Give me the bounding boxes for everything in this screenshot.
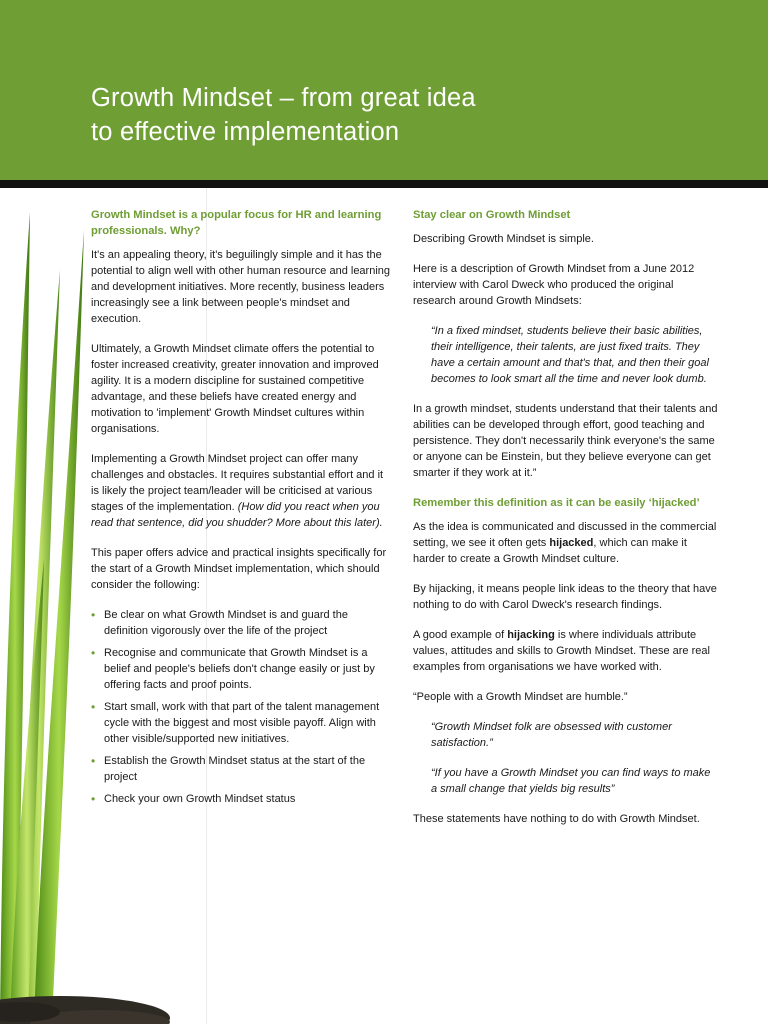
left-paragraph-3-text: Implementing a Growth Mindset project can offer many challenges and obstacles. It requires substantial effort and it is likely the project team/leader will be criticised at various stages of the implementation. xyxy=(91,453,384,513)
example-quote-2: “If you have a Growth Mindset you can find ways to make a small change that yields big results” xyxy=(431,767,711,795)
right-paragraph-6 xyxy=(413,627,718,675)
right-column xyxy=(413,207,718,841)
header-divider-bar xyxy=(0,180,768,188)
list-item: • Recognise and communicate that Growth Mindset is a belief and people's beliefs don't change easily or just by offering facts and proof points. xyxy=(91,645,393,693)
list-item: • Be clear on what Growth Mindset is and guard the definition vigorously over the life of the project xyxy=(91,607,393,639)
right-paragraph-2: Here is a description of Growth Mindset from a June 2012 interview with Carol Dweck who produced the original research around Growth Mindsets: xyxy=(413,263,695,307)
list-item: • Check your own Growth Mindset status xyxy=(91,791,393,807)
right-paragraph-3: In a growth mindset, students understand that their talents and abilities can be developed through effort, good teaching and persistence. They don't necessarily think everyone's the same or anyone can be Einstein, but they believe everyone can get smarter if they work at it.” xyxy=(413,403,718,479)
left-heading: Growth Mindset is a popular focus for HR and learning professionals. Why? xyxy=(91,209,382,237)
right-paragraph-1: Describing Growth Mindset is simple. xyxy=(413,233,594,245)
right-paragraph-8: These statements have nothing to do with Growth Mindset. xyxy=(413,813,700,825)
left-paragraph-3 xyxy=(91,451,393,531)
dweck-quote: “In a fixed mindset, students believe their basic abilities, their intelligence, their talents, are just fixed traits. They have a certain amount and that's that, and then their goal becomes to look smart all the time and never look dumb. xyxy=(431,325,709,385)
example-quote-1: “Growth Mindset folk are obsessed with customer satisfaction.” xyxy=(431,721,672,749)
title-line-2: to effective implementation xyxy=(91,118,400,147)
right-heading-1: Stay clear on Growth Mindset xyxy=(413,209,571,221)
list-item: • Establish the Growth Mindset status at the start of the project xyxy=(91,753,393,785)
right-paragraph-6-b: is where individuals attribute values, attitudes and skills to Growth Mindset. These are real examples from organisations we have worked with. xyxy=(413,629,710,673)
right-paragraph-7: “People with a Growth Mindset are humble.” xyxy=(413,691,628,703)
right-paragraph-6-a: A good example of xyxy=(413,629,508,641)
title-line-1: Growth Mindset – from great idea xyxy=(91,84,476,113)
page-title xyxy=(91,81,731,149)
left-paragraph-4: This paper offers advice and practical insights specifically for the start of a Growth Mindset implementation, which should consider the following: xyxy=(91,547,387,591)
list-item: • Start small, work with that part of the talent management cycle with the biggest and most visible payoff. Align with other visible/supported new initiatives. xyxy=(91,699,393,747)
left-paragraph-3-italic: (How did you react when you read that sentence, did you shudder? More about this later). xyxy=(91,501,383,529)
right-heading-2: Remember this definition as it can be easily ‘hijacked’ xyxy=(413,497,700,509)
consideration-list xyxy=(91,607,393,807)
left-paragraph-1: It's an appealing theory, it's beguilingly simple and it has the potential to align well with other human resource and learning and development initiatives. More recently, business leaders increasingly see a link between people's mindset and execution. xyxy=(91,249,391,325)
right-paragraph-5: By hijacking, it means people link ideas to the theory that have nothing to do with Carol Dweck's research findings. xyxy=(413,583,717,611)
left-paragraph-2: Ultimately, a Growth Mindset climate offers the potential to foster increased creativity, greater innovation and improved agility. It is a modern discipline for sustained competitive advantage, and these beliefs have created energy and motivation to 'implement' Growth Mindset cultures within organisations. xyxy=(91,343,379,435)
left-column xyxy=(91,207,393,813)
right-paragraph-6-bold: hijacking xyxy=(507,629,555,641)
right-paragraph-4-a: As the idea is communicated and discussed in the commercial setting, we see it often gets xyxy=(413,521,717,549)
header-banner xyxy=(0,0,768,180)
right-paragraph-4-bold: hijacked xyxy=(549,537,594,549)
right-paragraph-4-b: , which can make it harder to create a Growth Mindset culture. xyxy=(413,537,687,565)
right-paragraph-4 xyxy=(413,519,718,567)
